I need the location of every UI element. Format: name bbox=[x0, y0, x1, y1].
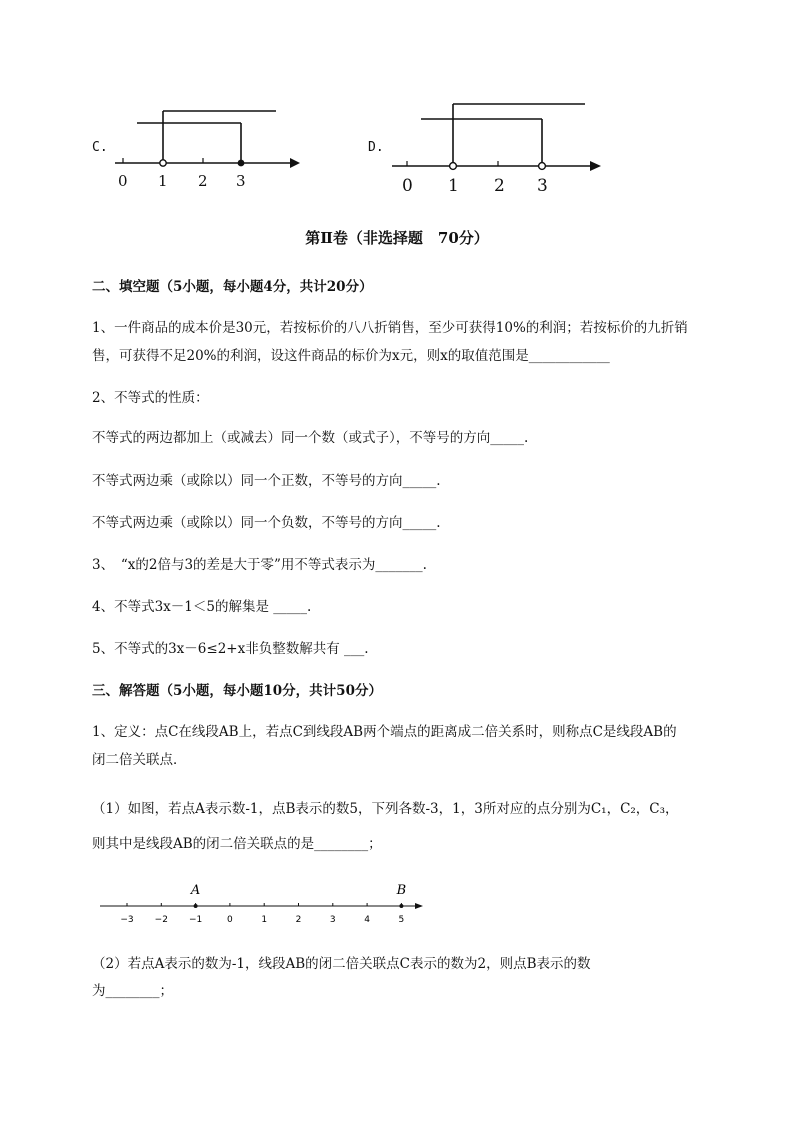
closed-point-3 bbox=[238, 160, 245, 167]
solve-q1-line1: 1、定义：点C在线段AB上，若点C到线段AB两个端点的距离成二倍关系时，则称点C是线段AB的 bbox=[92, 724, 677, 740]
point-label: A bbox=[190, 883, 201, 898]
solve-p2-line2: 为________； bbox=[92, 983, 173, 999]
fill-section-heading: 二、填空题（5小题，每小题4分，共计20分） bbox=[92, 279, 373, 295]
axis-arrow bbox=[290, 158, 300, 168]
fill-q2-head: 2、不等式的性质： bbox=[92, 390, 209, 406]
axis-arrow bbox=[590, 161, 601, 171]
option-c-label: C. bbox=[92, 140, 108, 155]
tick-label: 2 bbox=[295, 915, 302, 925]
solve-q1-line2: 闭二倍关联点． bbox=[92, 752, 187, 768]
solve-section-heading: 三、解答题（5小题，每小题10分，共计50分） bbox=[92, 683, 382, 699]
option-d-tick-2: 2 bbox=[494, 176, 505, 196]
tick-label: 5 bbox=[398, 915, 405, 925]
tick-label: 1 bbox=[261, 915, 268, 925]
fill-q2-line1: 不等式的两边都加上（或减去）同一个数（或式子），不等号的方向_____. bbox=[92, 430, 529, 446]
solve-p2-line1: （2）若点A表示的数为-1，线段AB的闭二倍关联点C表示的数为2，则点B表示的数 bbox=[92, 956, 591, 972]
open-point-3 bbox=[539, 163, 546, 170]
option-c-tick-3: 3 bbox=[236, 172, 246, 190]
section-title: 第Ⅱ卷（非选择题 70分） bbox=[305, 229, 489, 247]
option-d-number-line bbox=[388, 98, 618, 188]
ab-number-line bbox=[95, 880, 435, 930]
fill-q2-line2: 不等式两边乘（或除以）同一个正数，不等号的方向_____. bbox=[92, 473, 441, 489]
option-c-tick-1: 1 bbox=[158, 172, 168, 190]
option-c-number-line bbox=[110, 105, 310, 185]
solve-p1-line1: （1）如图，若点A表示数-1，点B表示的数5，下列各数-3，1，3所对应的点分别为C₁，C₂，C₃， bbox=[92, 801, 679, 817]
tick-label: −2 bbox=[154, 915, 168, 925]
tick-label: 0 bbox=[227, 915, 233, 925]
option-d-tick-3: 3 bbox=[537, 176, 548, 196]
point-B bbox=[399, 904, 403, 908]
tick-label: 4 bbox=[364, 915, 370, 925]
tick-label: −1 bbox=[188, 915, 203, 925]
point-A bbox=[194, 904, 198, 908]
open-point-1 bbox=[160, 160, 166, 166]
open-point-1 bbox=[450, 163, 457, 170]
option-d-label: D. bbox=[368, 140, 384, 155]
axis-arrow bbox=[415, 903, 423, 909]
option-c-tick-2: 2 bbox=[198, 172, 208, 190]
tick-label: −3 bbox=[120, 915, 134, 925]
point-label: B bbox=[396, 883, 407, 898]
fill-q5: 5、不等式的3x－6≤2+x非负整数解共有 ___. bbox=[92, 641, 369, 657]
option-d-tick-0: 0 bbox=[402, 176, 413, 196]
fill-q2-line3: 不等式两边乘（或除以）同一个负数，不等号的方向_____. bbox=[92, 515, 441, 531]
fill-q4: 4、不等式3x－1＜5的解集是 _____. bbox=[92, 599, 312, 615]
solve-p1-line2: 则其中是线段AB的闭二倍关联点的是________； bbox=[92, 836, 382, 852]
option-d-tick-1: 1 bbox=[448, 176, 459, 196]
option-c-tick-0: 0 bbox=[118, 172, 128, 190]
tick-label: 3 bbox=[329, 915, 336, 925]
fill-q1-line2: 售，可获得不足20%的利润，设这件商品的标价为x元，则x的取值范围是____________ bbox=[92, 348, 610, 364]
fill-q3: 3、 “x的2倍与3的差是大于零”用不等式表示为_______. bbox=[92, 557, 427, 573]
fill-q1-line1: 1、一件商品的成本价是30元，若按标价的八八折销售，至少可获得10%的利润；若按标价的九折销 bbox=[92, 320, 688, 336]
